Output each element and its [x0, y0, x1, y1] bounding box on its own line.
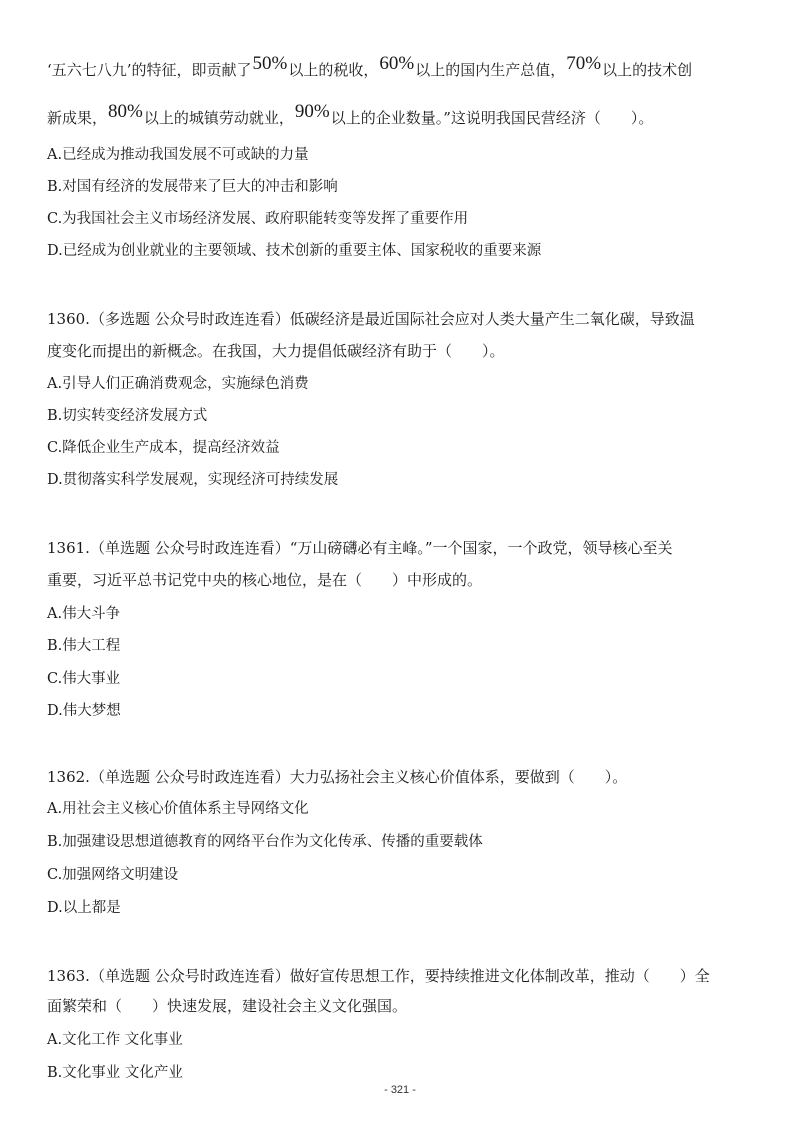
question-1362-stem-1: 1362.（单选题 公众号时政连连看）大力弘扬社会主义核心价值体系，要做到（ ）。 [47, 768, 628, 786]
option-b: B.对国有经济的发展带来了巨大的冲击和影响 [47, 179, 338, 195]
intro-text: 以上的税收， [288, 61, 379, 79]
option-d: D.已经成为创业就业的主要领域、技术创新的重要主体、国家税收的重要来源 [47, 243, 542, 259]
option-b: B.文化事业 文化产业 [47, 1065, 183, 1081]
option-a: A.引导人们正确消费观念，实施绿色消费 [47, 376, 309, 392]
question-1360-stem-2: 度变化而提出的新概念。在我国，大力提倡低碳经济有助于（ ）。 [47, 342, 505, 360]
percent-figure: 60% [379, 53, 415, 74]
question-1361-stem-2: 重要，习近平总书记党中央的核心地位，是在（ ）中形成的。 [47, 571, 483, 589]
percent-figure: 70% [566, 53, 602, 74]
intro-line-2 [47, 101, 760, 128]
option-b: B.加强建设思想道德教育的网络平台作为文化传承、传播的重要载体 [47, 834, 483, 850]
question-1360-stem-1: 1360.（多选题 公众号时政连连看）低碳经济是最近国际社会应对人类大量产生二氧化碳，导致温 [47, 310, 695, 328]
intro-text: 以上的企业数量。”这说明我国民营经济（ ）。 [330, 109, 654, 127]
option-c: C.伟大事业 [47, 671, 121, 687]
option-d: D.贯彻落实科学发展观，实现经济可持续发展 [47, 472, 339, 488]
option-b: B.切实转变经济发展方式 [47, 408, 208, 424]
intro-line-1 [47, 53, 760, 80]
intro-text: 以上的技术创 [602, 61, 693, 79]
option-a: A.伟大斗争 [47, 606, 121, 622]
intro-text: 以上的国内生产总值， [415, 61, 566, 79]
percent-figure: 50% [252, 53, 288, 74]
option-a: A.文化工作 文化事业 [47, 1032, 183, 1048]
question-1363-stem-1: 1363.（单选题 公众号时政连连看）做好宣传思想工作，要持续推进文化体制改革，推动（ ）全 [47, 967, 710, 985]
option-d: D.以上都是 [47, 900, 121, 916]
option-b: B.伟大工程 [47, 638, 121, 654]
option-d: D.伟大梦想 [47, 703, 121, 719]
page-number: - 321 - [384, 1084, 416, 1096]
intro-text: 以上的城镇劳动就业， [143, 109, 294, 127]
question-1361-stem-1: 1361.（单选题 公众号时政连连看）“万山磅礴必有主峰。”一个国家，一个政党，领导核心至关 [47, 539, 673, 557]
option-c: C.加强网络文明建设 [47, 867, 179, 883]
question-1363-stem-2: 面繁荣和（ ）快速发展，建设社会主义文化强国。 [47, 997, 408, 1015]
option-c: C.为我国社会主义市场经济发展、政府职能转变等发挥了重要作用 [47, 211, 469, 227]
percent-figure: 80% [108, 101, 143, 122]
option-a: A.用社会主义核心价值体系主导网络文化 [47, 801, 309, 817]
intro-text: ‘五六七八九’的特征，即贡献了 [47, 61, 252, 79]
option-a: A.已经成为推动我国发展不可或缺的力量 [47, 147, 309, 163]
option-c: C.降低企业生产成本，提高经济效益 [47, 440, 280, 456]
percent-figure: 90% [294, 101, 330, 122]
intro-text: 新成果， [47, 109, 108, 127]
